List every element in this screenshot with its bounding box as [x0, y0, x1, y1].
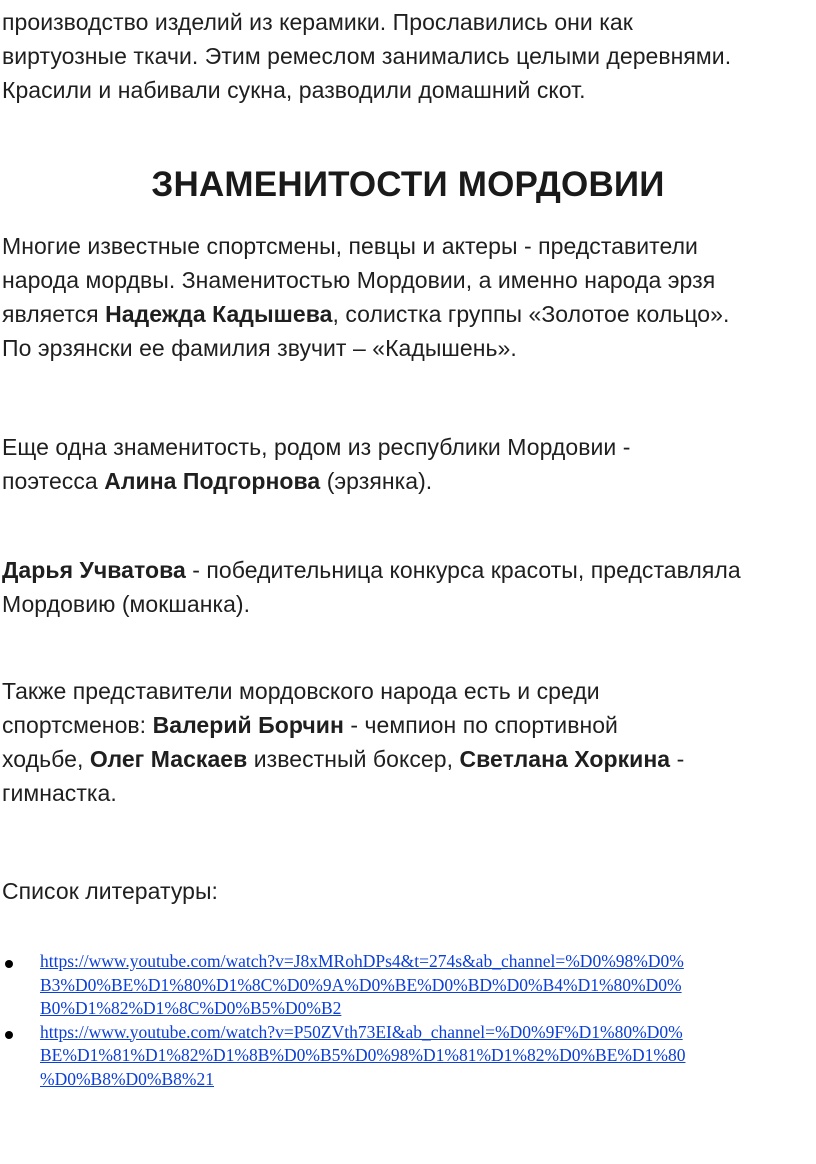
person-name: Надежда Кадышева [105, 301, 333, 327]
paragraph-line [2, 464, 630, 498]
paragraph-line: гимнастка. [2, 780, 117, 806]
person-name: Олег Маскаев [89, 746, 248, 772]
intro-line: Красили и набивали сукна, разводили домашний скот. [2, 77, 586, 103]
reference-item [0, 950, 816, 1021]
reference-link-line: https://www.youtube.com/watch?v=J8xMRohDPs4&t=274s&ab_channel=%D0%98%D0% [40, 951, 684, 971]
paragraph-text: является [2, 301, 106, 327]
paragraph-line [2, 553, 741, 587]
intro-line: производство изделий из керамики. Прославились они как [2, 9, 633, 35]
paragraph-text: - победительница конкурса красоты, представляла [185, 557, 741, 583]
paragraph-line [2, 742, 684, 776]
references-label-text: Список литературы: [2, 878, 218, 904]
paragraph-line: народа мордвы. Знаменитостью Мордовии, а именно народа эрзя [2, 267, 716, 293]
reference-link-line: BE%D1%81%D1%82%D1%8B%D0%B5%D0%98%D1%81%D1%82%D0%BE%D1%80 [40, 1045, 686, 1065]
reference-link-line: B3%D0%BE%D1%80%D1%8C%D0%9A%D0%BE%D0%BD%D0%B4%D1%80%D0% [40, 974, 682, 995]
paragraph-line [2, 708, 684, 742]
reference-link-line: https://www.youtube.com/watch?v=P50ZVth73EI&ab_channel=%D0%9F%D1%80%D0% [40, 1021, 683, 1042]
bullet-icon [5, 1031, 13, 1039]
intro-paragraph [2, 5, 731, 107]
paragraph-text: - [670, 746, 685, 772]
bullet-icon [5, 960, 13, 968]
paragraph-line: Также представители мордовского народа есть и среди [2, 678, 600, 704]
reference-item [0, 1021, 816, 1092]
paragraph-text: (эрзянка). [320, 468, 433, 494]
paragraph-line: Мордовию (мокшанка). [2, 591, 251, 617]
reference-link-line: %D0%B8%D0%B8%21 [40, 1068, 215, 1089]
paragraph-text: поэтесса [2, 468, 105, 494]
paragraph-line: Еще одна знаменитость, родом из республики Мордовии - [2, 434, 631, 460]
person-name: Валерий Борчин [152, 712, 344, 738]
person-name: Алина Подгорнова [104, 468, 321, 494]
paragraph-text: , солистка группы «Золотое кольцо». [332, 301, 730, 327]
section-heading: ЗНАМЕНИТОСТИ МОРДОВИИ [151, 165, 665, 204]
person-name: Светлана Хоркина [459, 746, 671, 772]
person-name: Дарья Учватова [2, 557, 186, 583]
celebrities-paragraph-3 [2, 553, 741, 621]
reference-link[interactable] [40, 950, 816, 1021]
paragraph-line [2, 297, 729, 331]
paragraph-line: Многие известные спортсмены, певцы и актеры - представители [2, 233, 698, 259]
references-label [2, 874, 218, 908]
reference-link-line: B0%D1%82%D1%8C%D0%B5%D0%B2 [40, 998, 342, 1018]
paragraph-line: По эрзянски ее фамилия звучит – «Кадышень». [2, 335, 517, 361]
celebrities-paragraph-4 [2, 674, 684, 810]
paragraph-text: спортсменов: [2, 712, 153, 738]
intro-line: виртуозные ткачи. Этим ремеслом занимались целыми деревнями. [2, 43, 732, 69]
paragraph-text: известный боксер, [247, 746, 460, 772]
reference-link[interactable] [40, 1021, 816, 1092]
paragraph-text: ходьбе, [2, 746, 90, 772]
paragraph-text: - чемпион по спортивной [343, 712, 618, 738]
celebrities-paragraph-1 [2, 229, 729, 365]
celebrities-paragraph-2 [2, 430, 630, 498]
references-list [0, 950, 816, 1091]
